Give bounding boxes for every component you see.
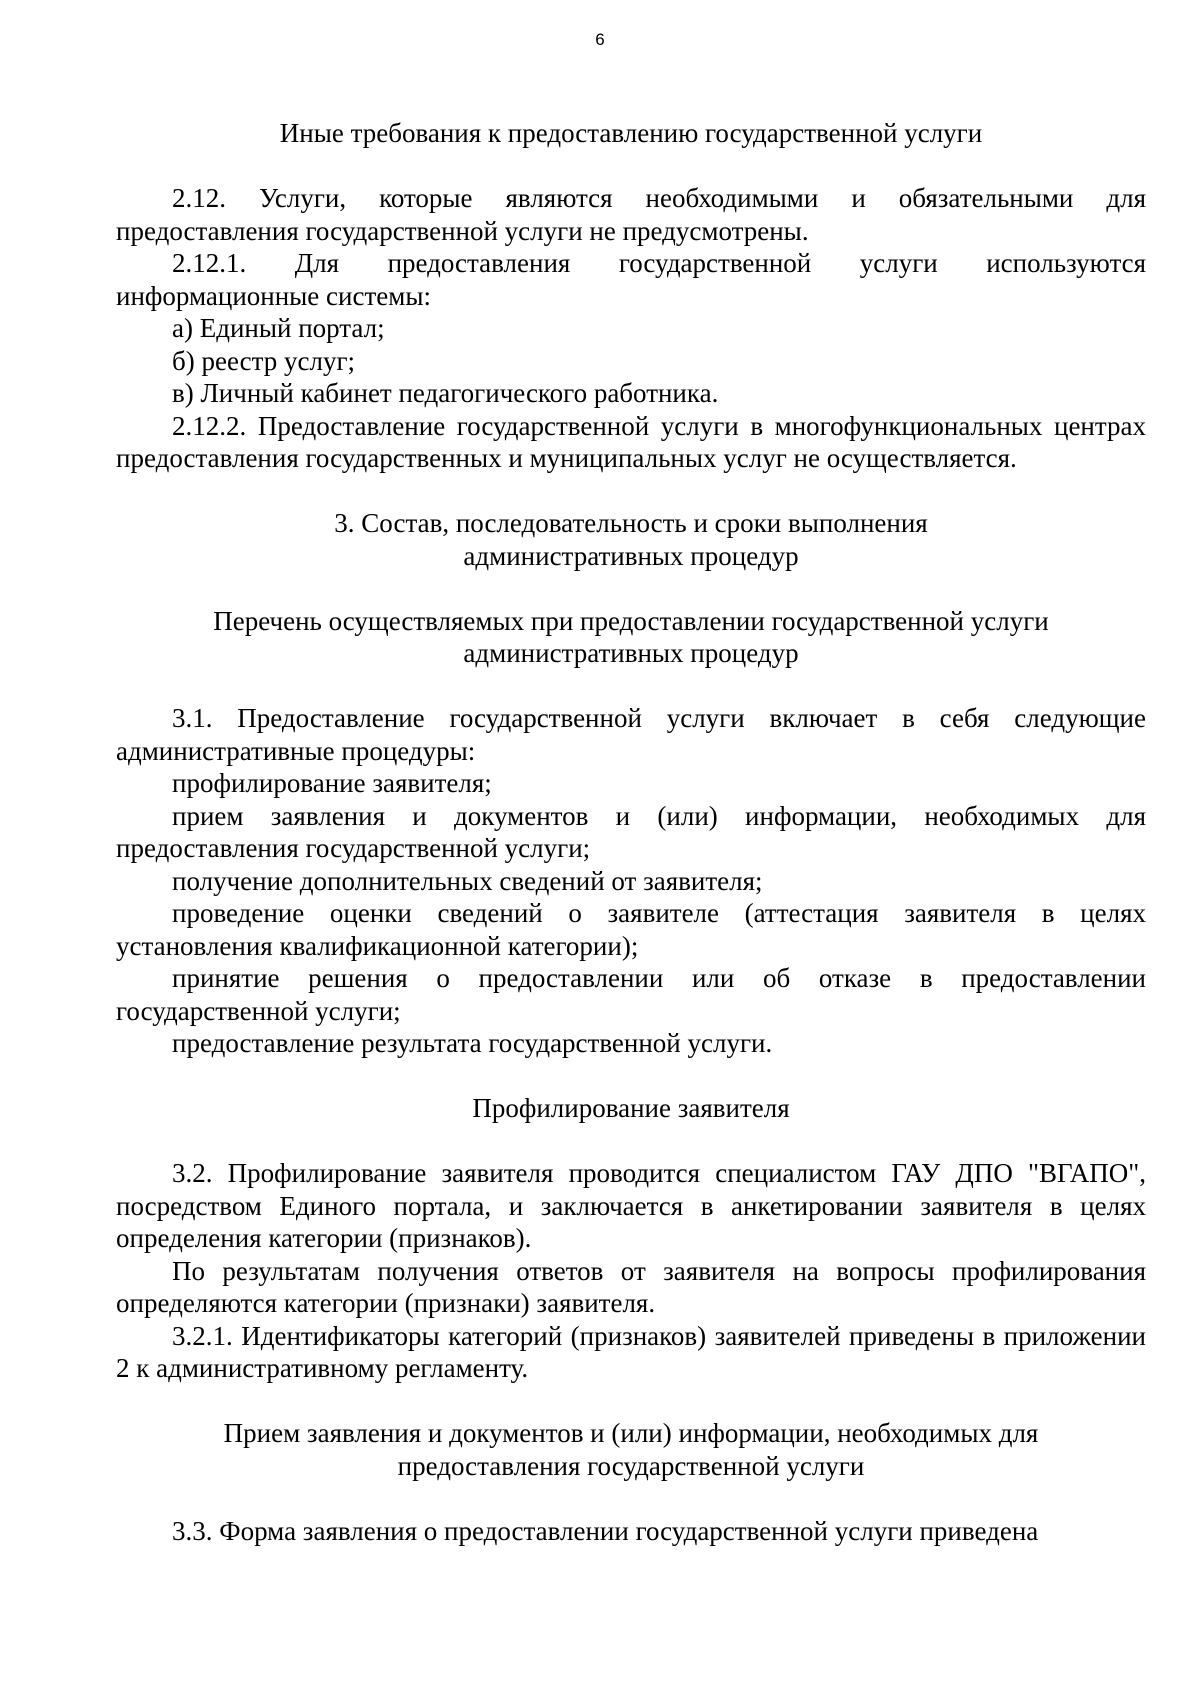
- spacer: [116, 572, 1146, 605]
- spacer: [116, 670, 1146, 703]
- paragraph-2-12-1: 2.12.1. Для предоставления государственной услуги используются информационные системы:: [116, 248, 1146, 311]
- paragraph-2-12: 2.12. Услуги, которые являются необходимыми и обязательными для предоставления государственной услуги не предусмотрены.: [116, 183, 1146, 246]
- paragraph-2-12-2: 2.12.2. Предоставление государственной услуги в многофункциональных центрах предоставления государственных и муниципальных услуг не осуществляется.: [116, 410, 1146, 473]
- section-heading-other-requirements: Иные требования к предоставлению государственной услуги: [279, 118, 983, 148]
- section-heading-application-line1: Прием заявления и документов и (или) информации, необходимых для: [223, 1418, 1039, 1448]
- paragraph-3-2-1: 3.2.1. Идентификаторы категорий (признаков) заявителей приведены в приложении 2 к административному регламенту.: [116, 1320, 1146, 1383]
- paragraph-3-3: 3.3. Форма заявления о предоставлении государственной услуги приведена: [172, 1515, 1039, 1546]
- procedure-item-assessment: проведение оценки сведений о заявителе (аттестация заявителя в целях установления квалификационной категории);: [116, 898, 1146, 961]
- spacer: [116, 1060, 1146, 1093]
- section-heading-application: [116, 1417, 1146, 1482]
- list-item-v: в) Личный кабинет педагогического работника.: [172, 378, 719, 408]
- paragraph-3-2: 3.2. Профилирование заявителя проводится специалистом ГАУ ДПО "ВГАПО", посредством Единого портала, и заключается в анкетировании заявителя в целях определения категории (признаков).: [116, 1158, 1146, 1253]
- list-item-b: б) реестр услуг;: [172, 345, 356, 376]
- list-item-a: а) Единый портал;: [172, 313, 385, 343]
- spacer: [116, 1482, 1146, 1515]
- procedure-item-reception: прием заявления и документов и (или) информации, необходимых для предоставления государственной услуги;: [116, 800, 1146, 863]
- paragraph-3-1: 3.1. Предоставление государственной услуги включает в себя следующие административные процедуры:: [116, 703, 1146, 766]
- page-number: 6: [595, 30, 605, 49]
- spacer: [116, 475, 1146, 508]
- procedure-item-result: предоставление результата государственной услуги.: [172, 1028, 773, 1058]
- section-heading-application-line2: предоставления государственной услуги: [397, 1450, 865, 1481]
- section-heading-procedures-line2: административных процедур: [463, 638, 799, 668]
- paragraph-profiling-results: По результатам получения ответов от заявителя на вопросы профилирования определяются категории (признаки) заявителя.: [116, 1255, 1146, 1318]
- section-heading-procedures-line1: Перечень осуществляемых при предоставлении государственной услуги: [213, 605, 1049, 636]
- procedure-item-additional-info: получение дополнительных сведений от заявителя;: [172, 865, 763, 896]
- procedure-item-decision: принятие решения о предоставлении или об отказе в предоставлении государственной услуги;: [116, 963, 1146, 1026]
- document-body: [116, 117, 1146, 1547]
- section-heading-profiling: Профилирование заявителя: [472, 1093, 790, 1123]
- section-heading-3-line2: административных процедур: [463, 540, 799, 571]
- section-heading-procedures-list: [116, 605, 1146, 670]
- section-heading-3: [116, 507, 1146, 572]
- procedure-item-profiling: профилирование заявителя;: [172, 768, 492, 798]
- spacer: [116, 1125, 1146, 1158]
- spacer: [116, 1385, 1146, 1418]
- spacer: [116, 150, 1146, 183]
- section-heading-3-line1: 3. Состав, последовательность и сроки выполнения: [334, 508, 928, 538]
